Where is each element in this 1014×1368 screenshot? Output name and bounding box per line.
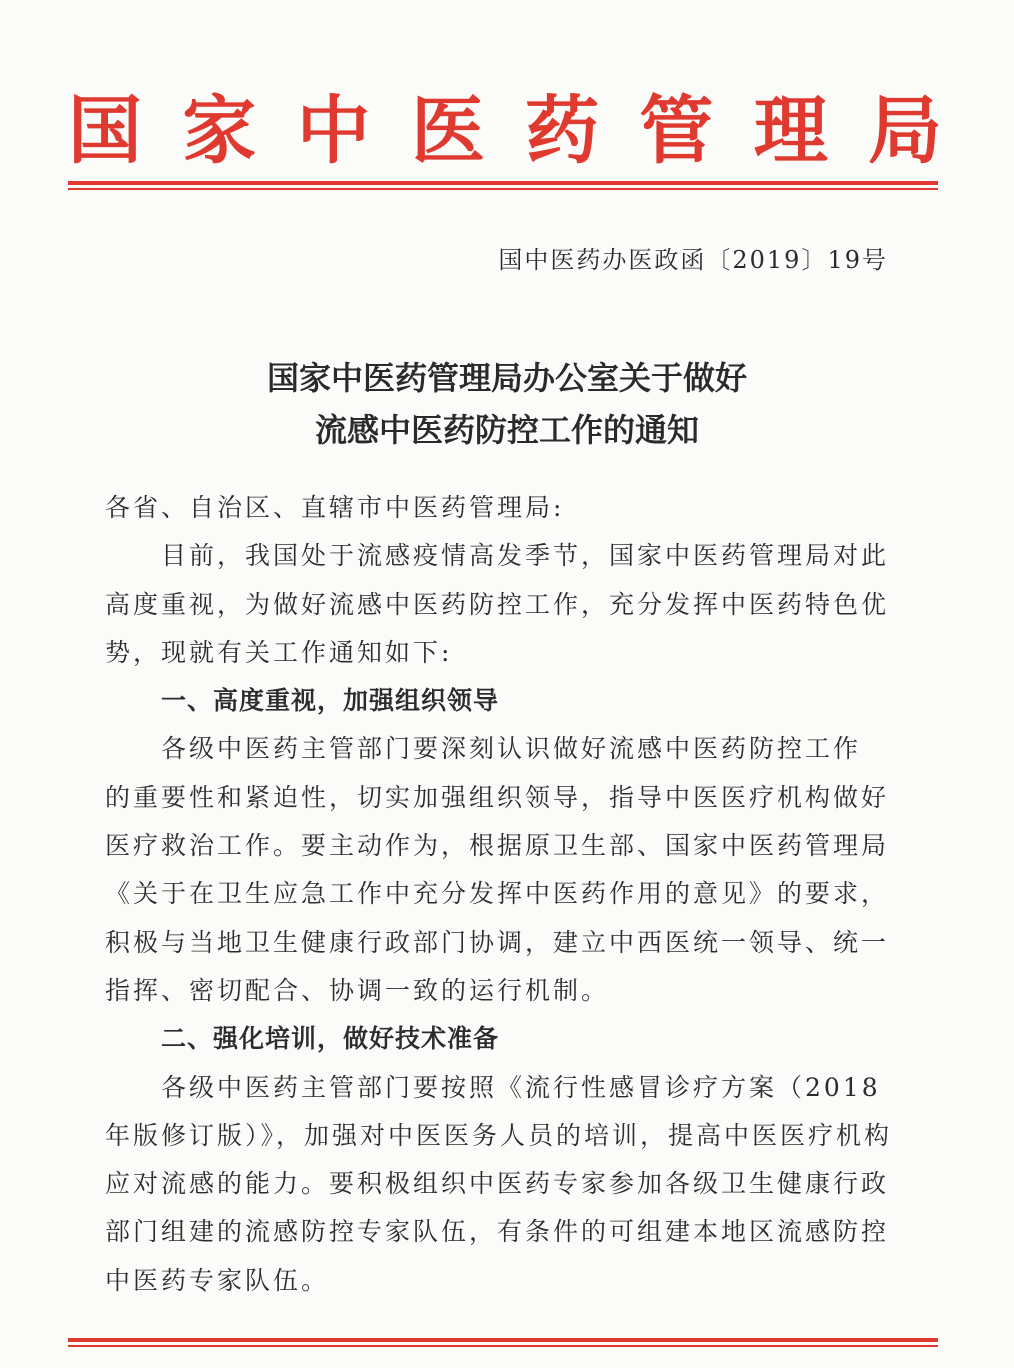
masthead-char: 理 bbox=[753, 88, 828, 174]
footer-divider-thin bbox=[68, 1345, 938, 1347]
section-2-line: 中医药专家队伍。 bbox=[105, 1265, 330, 1295]
section-1-line: 《关于在卫生应急工作中充分发挥中医药作用的意见》的要求， bbox=[105, 879, 890, 909]
section-2-line: 部门组建的流感防控专家队伍，有条件的可组建本地区流感防控 bbox=[105, 1217, 890, 1247]
title-line-1: 国家中医药管理局办公室关于做好 bbox=[266, 359, 747, 397]
masthead-title bbox=[68, 88, 942, 174]
header-divider-thick bbox=[68, 181, 938, 185]
intro-line: 高度重视，为做好流感中医药防控工作，充分发挥中医药特色优 bbox=[105, 589, 890, 619]
document-body bbox=[105, 484, 895, 1305]
masthead-char: 家 bbox=[182, 88, 257, 174]
section-1-line: 的重要性和紧迫性，切实加强组织领导，指导中医医疗机构做好 bbox=[105, 782, 890, 812]
section-2-line: 各级中医药主管部门要按照《流行性感冒诊疗方案（2018 bbox=[161, 1072, 881, 1102]
section-2-heading: 二、强化培训，做好技术准备 bbox=[161, 1024, 500, 1054]
section-2-line: 年版修订版）》，加强对中医医务人员的培训，提高中医医疗机构 bbox=[105, 1120, 893, 1150]
document-number: 国中医药办医政函〔2019〕19号 bbox=[498, 246, 888, 274]
intro-line: 目前，我国处于流感疫情高发季节，国家中医药管理局对此 bbox=[161, 541, 890, 571]
masthead-char: 局 bbox=[867, 88, 942, 174]
salutation: 各省、自治区、直辖市中医药管理局: bbox=[105, 493, 565, 522]
section-1-line: 医疗救治工作。要主动作为，根据原卫生部、国家中医药管理局 bbox=[105, 831, 890, 861]
section-1-heading: 一、高度重视，加强组织领导 bbox=[161, 686, 500, 716]
masthead-char: 医 bbox=[410, 88, 485, 174]
section-1-line: 指挥、密切配合、协调一致的运行机制。 bbox=[105, 975, 610, 1005]
masthead-char: 管 bbox=[639, 88, 714, 174]
section-2-line: 应对流感的能力。要积极组织中医药专家参加各级卫生健康行政 bbox=[105, 1169, 890, 1199]
masthead-char: 国 bbox=[68, 88, 142, 174]
document-title bbox=[0, 352, 1014, 456]
masthead-char: 药 bbox=[525, 88, 600, 174]
footer-divider-thick bbox=[68, 1338, 938, 1342]
header-divider-thin bbox=[68, 188, 938, 190]
intro-line: 势，现就有关工作通知如下: bbox=[105, 637, 453, 667]
title-line-2: 流感中医药防控工作的通知 bbox=[314, 411, 699, 449]
masthead-char: 中 bbox=[296, 88, 371, 174]
section-1-line: 积极与当地卫生健康行政部门协调，建立中西医统一领导、统一 bbox=[105, 927, 890, 957]
section-1-line: 各级中医药主管部门要深刻认识做好流感中医药防控工作 bbox=[161, 734, 862, 764]
